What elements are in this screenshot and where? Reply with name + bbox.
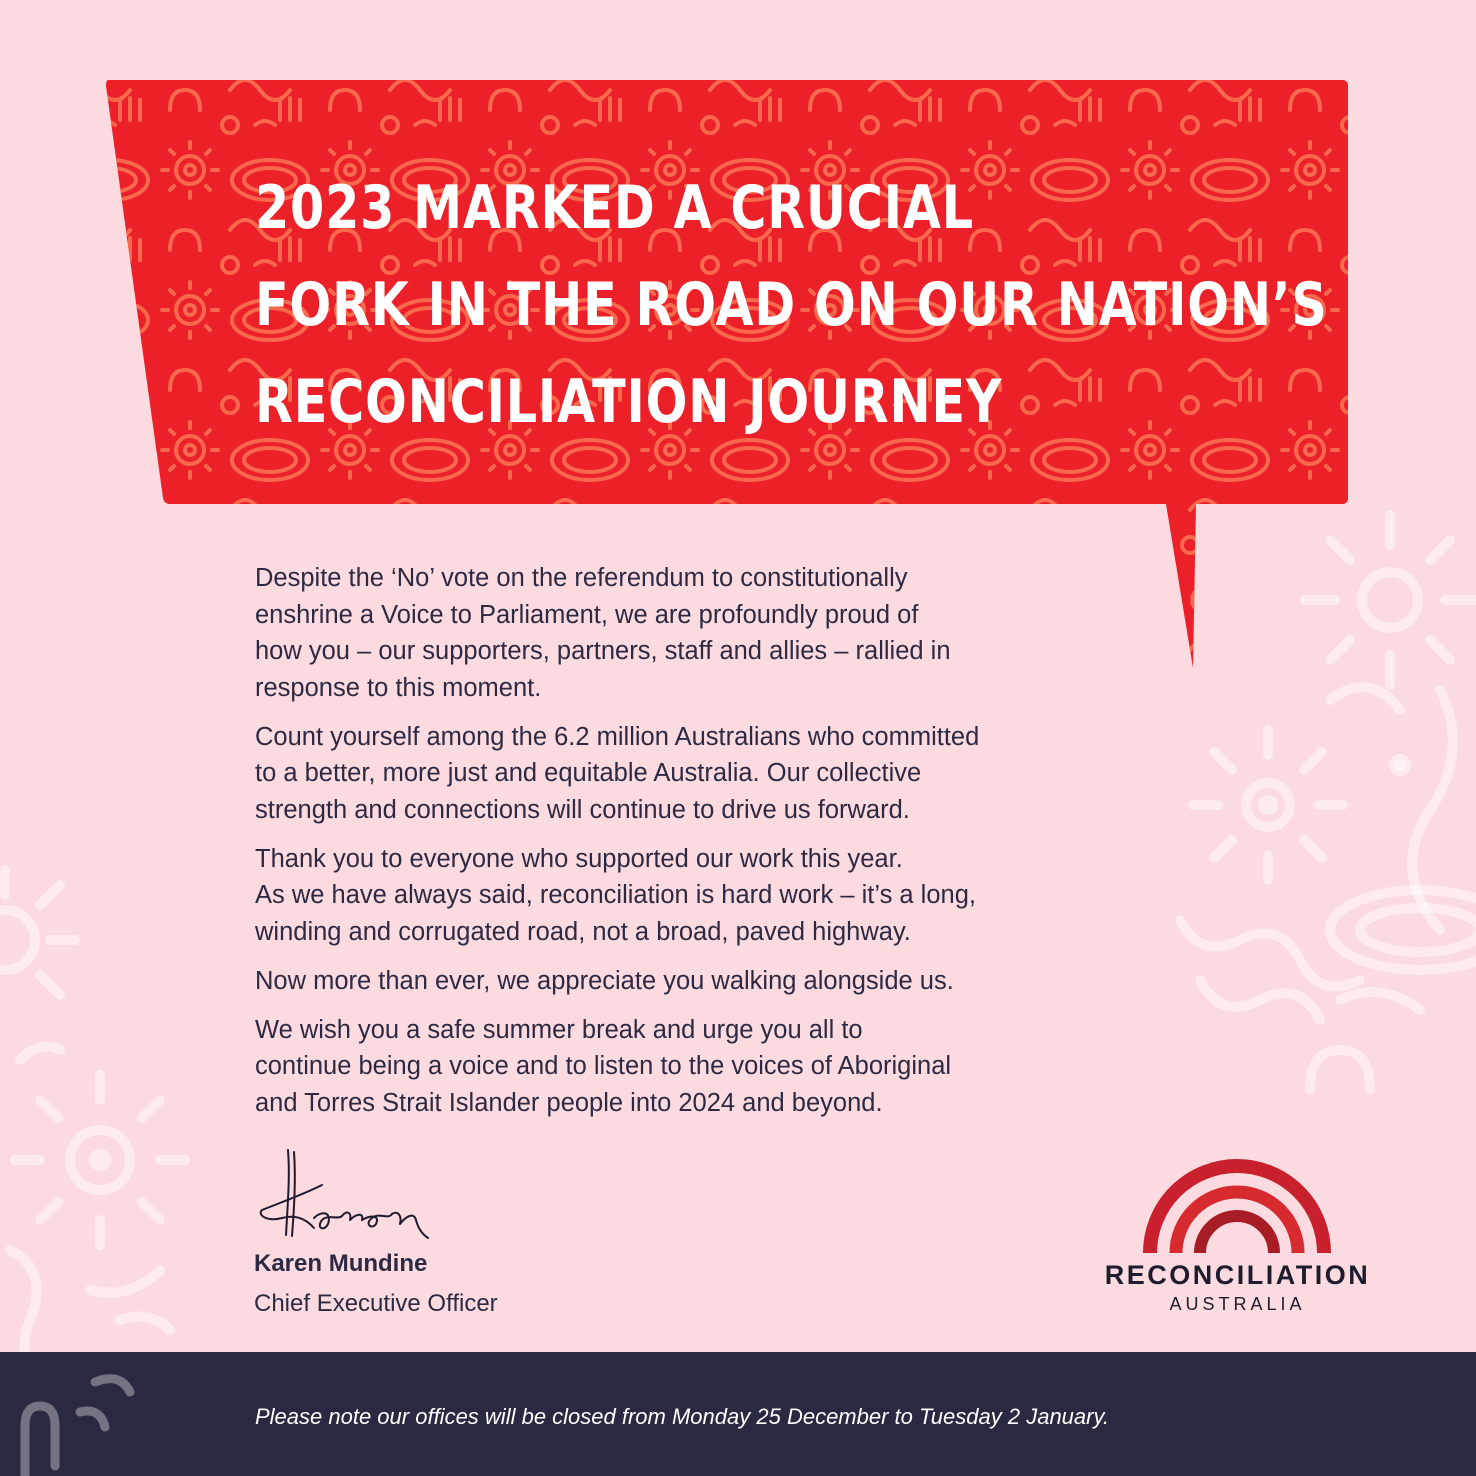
text-line: response to this moment. xyxy=(255,673,542,702)
paragraph xyxy=(255,963,1135,1000)
text-line: continue being a voice and to listen to the voices of Aboriginal xyxy=(255,1052,952,1080)
text-line: strength and connections will continue to drive us forward. xyxy=(255,795,910,824)
footer-bar xyxy=(0,1352,1476,1476)
headline-line: FORK IN THE ROAD ON OUR NATION’S xyxy=(255,270,1328,340)
reconciliation-australia-logo xyxy=(1100,1155,1375,1325)
text-line: how you – our supporters, partners, staff and allies – rallied in xyxy=(255,637,951,665)
footer-pattern xyxy=(0,1352,200,1476)
text-line: enshrine a Voice to Parliament, we are profoundly proud of xyxy=(255,600,919,629)
rainbow-arcs-icon xyxy=(1142,1155,1332,1255)
text-line: As we have always said, reconciliation is hard work – it’s a long, xyxy=(255,881,976,909)
logo-subtitle: AUSTRALIA xyxy=(1169,1294,1306,1314)
headline xyxy=(255,173,1328,469)
logo-wordmark: RECONCILIATION xyxy=(1104,1260,1371,1290)
text-line: Now more than ever, we appreciate you walking alongside us. xyxy=(255,966,954,995)
paragraph xyxy=(255,719,1135,829)
message-body xyxy=(255,560,1135,1134)
text-line: and Torres Strait Islander people into 2024 and beyond. xyxy=(255,1088,883,1117)
signer-name: Karen Mundine xyxy=(254,1250,428,1277)
text-line: Count yourself among the 6.2 million Australians who committed xyxy=(255,722,980,751)
paragraph xyxy=(255,841,1135,951)
text-line: Thank you to everyone who supported our work this year. xyxy=(255,844,903,873)
text-line: winding and corrugated road, not a broad, paved highway. xyxy=(255,917,911,946)
headline-line: RECONCILIATION JOURNEY xyxy=(255,367,1003,437)
handwritten-signature xyxy=(252,1140,452,1250)
text-line: We wish you a safe summer break and urge you all to xyxy=(255,1015,863,1044)
text-line: Despite the ‘No’ vote on the referendum to constitutionally xyxy=(255,564,908,592)
signer-title: Chief Executive Officer xyxy=(254,1290,498,1317)
text-line: to a better, more just and equitable Australia. Our collective xyxy=(255,759,922,787)
headline-line: 2023 MARKED A CRUCIAL xyxy=(255,173,974,243)
office-closure-note: Please note our offices will be closed from Monday 25 December to Tuesday 2 January. xyxy=(255,1404,1109,1429)
paragraph xyxy=(255,1012,1135,1122)
paragraph xyxy=(255,560,1135,706)
